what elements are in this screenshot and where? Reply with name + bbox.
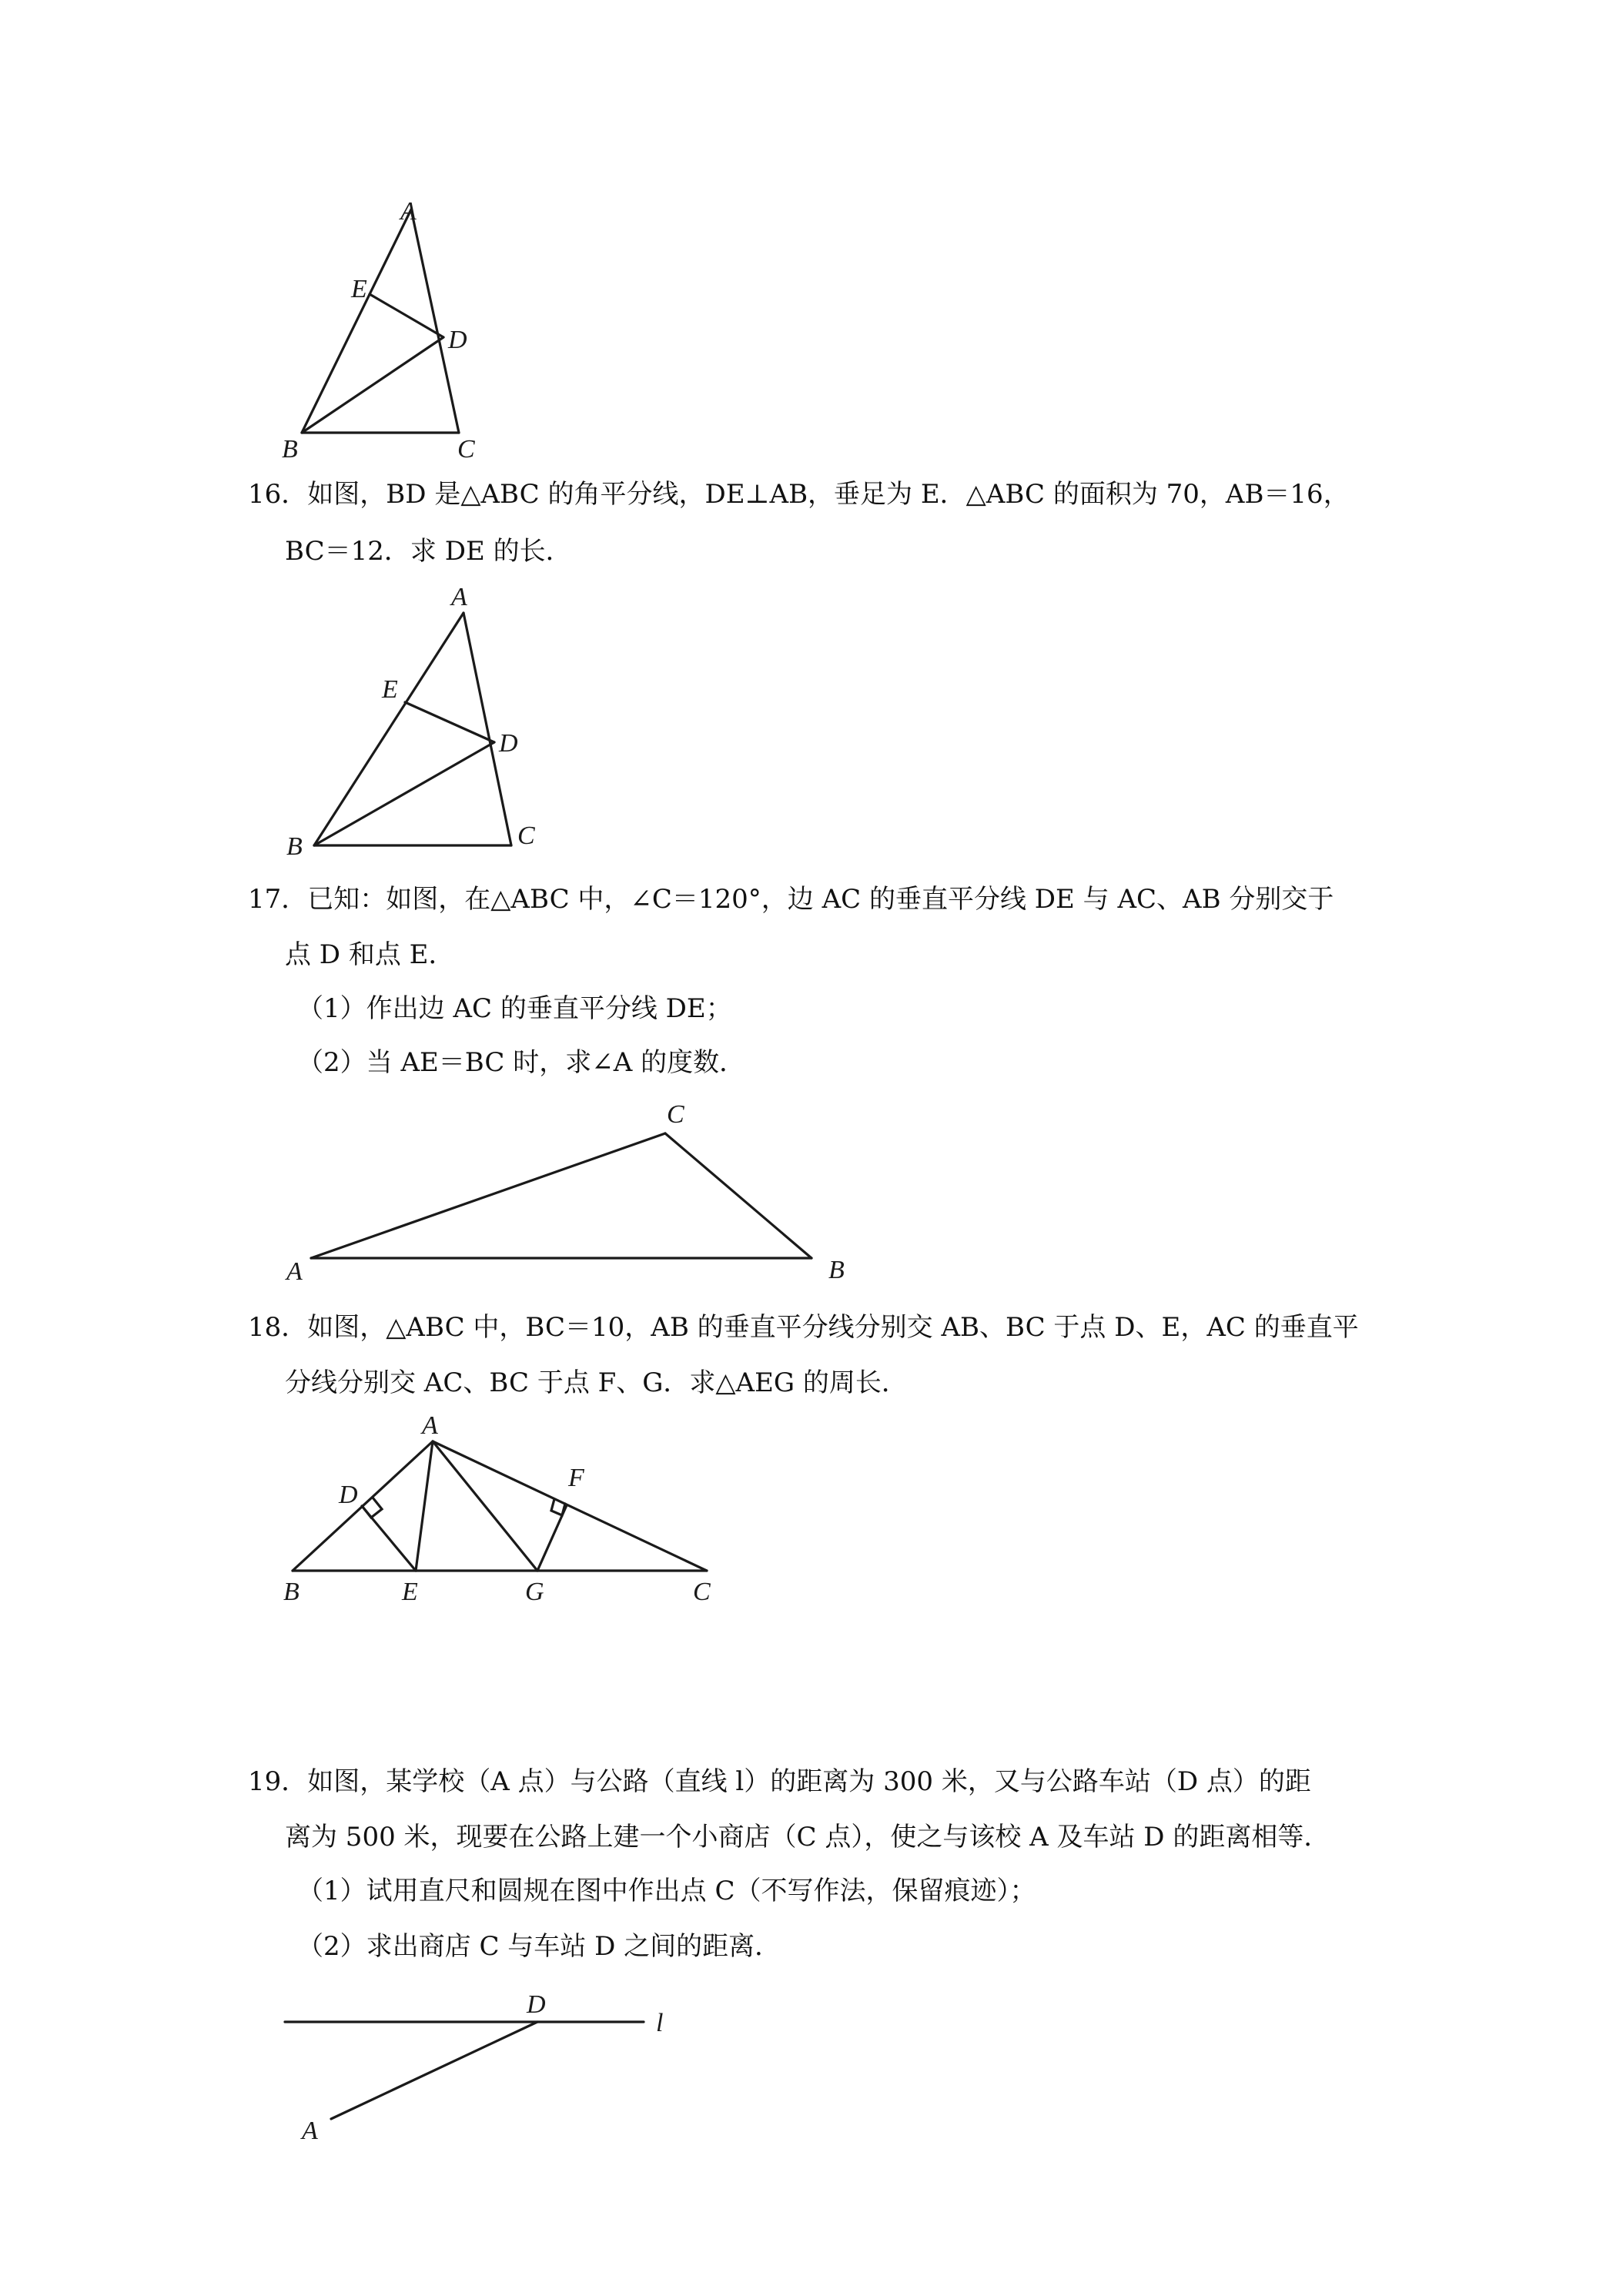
label-F: F	[568, 1464, 584, 1492]
q19-part1: （1）试用直尺和圆规在图中作出点 C（不写作法，保留痕迹）；	[297, 1876, 1036, 1906]
q19-part2: （2）求出商店 C 与车站 D 之间的距离．	[297, 1931, 781, 1962]
label-C: C	[693, 1578, 711, 1606]
label-E: E	[402, 1578, 418, 1606]
q18-text-line1: 18．如图，△ABC 中，BC＝10，AB 的垂直平分线分别交 AB、BC 于点 D、E，AC 的垂直平	[248, 1312, 1359, 1343]
q17-part1: （1）作出边 AC 的垂直平分线 DE；	[297, 993, 732, 1024]
segment-AD	[331, 2022, 537, 2119]
label-B: B	[828, 1256, 845, 1284]
label-D: D	[527, 1990, 546, 2019]
label-D: D	[448, 326, 467, 354]
label-A: A	[302, 2117, 318, 2145]
q16-text-line1: 16．如图，BD 是△ABC 的角平分线，DE⊥AB，垂足为 E．△ABC 的面积为 70，AB＝16，	[248, 479, 1350, 510]
label-C: C	[457, 435, 475, 464]
label-B: B	[282, 435, 298, 464]
label-C: C	[667, 1100, 684, 1129]
q16-text-line2: BC＝12．求 DE 的长．	[285, 536, 572, 567]
label-l: l	[656, 2009, 664, 2037]
label-B: B	[286, 832, 303, 861]
label-E: E	[351, 275, 367, 303]
label-A: A	[286, 1257, 303, 1286]
label-C: C	[517, 822, 535, 850]
q17-text-line2: 点 D 和点 E．	[285, 939, 455, 970]
label-D: D	[499, 729, 518, 758]
q19-text-line1: 19．如图，某学校（A 点）与公路（直线 l）的距离为 300 米，又与公路车站（D 点）的距	[248, 1766, 1311, 1797]
label-A: A	[422, 1411, 438, 1440]
q18-text-line2: 分线分别交 AC、BC 于点 F、G．求△AEG 的周长．	[285, 1367, 908, 1398]
label-E: E	[382, 675, 398, 704]
q17-part2: （2）当 AE＝BC 时，求∠A 的度数．	[297, 1047, 746, 1078]
q17-text-line1: 17．已知：如图，在△ABC 中，∠C＝120°，边 AC 的垂直平分线 DE 与 AC、AB 分别交于	[248, 884, 1334, 915]
q19-text-line2: 离为 500 米，现要在公路上建一个小商店（C 点），使之与该校 A 及车站 D 的距离相等．	[285, 1822, 1330, 1853]
label-A: A	[451, 583, 467, 611]
label-G: G	[525, 1578, 544, 1606]
label-B: B	[283, 1578, 300, 1606]
label-D: D	[339, 1481, 358, 1509]
label-A: A	[400, 197, 417, 226]
